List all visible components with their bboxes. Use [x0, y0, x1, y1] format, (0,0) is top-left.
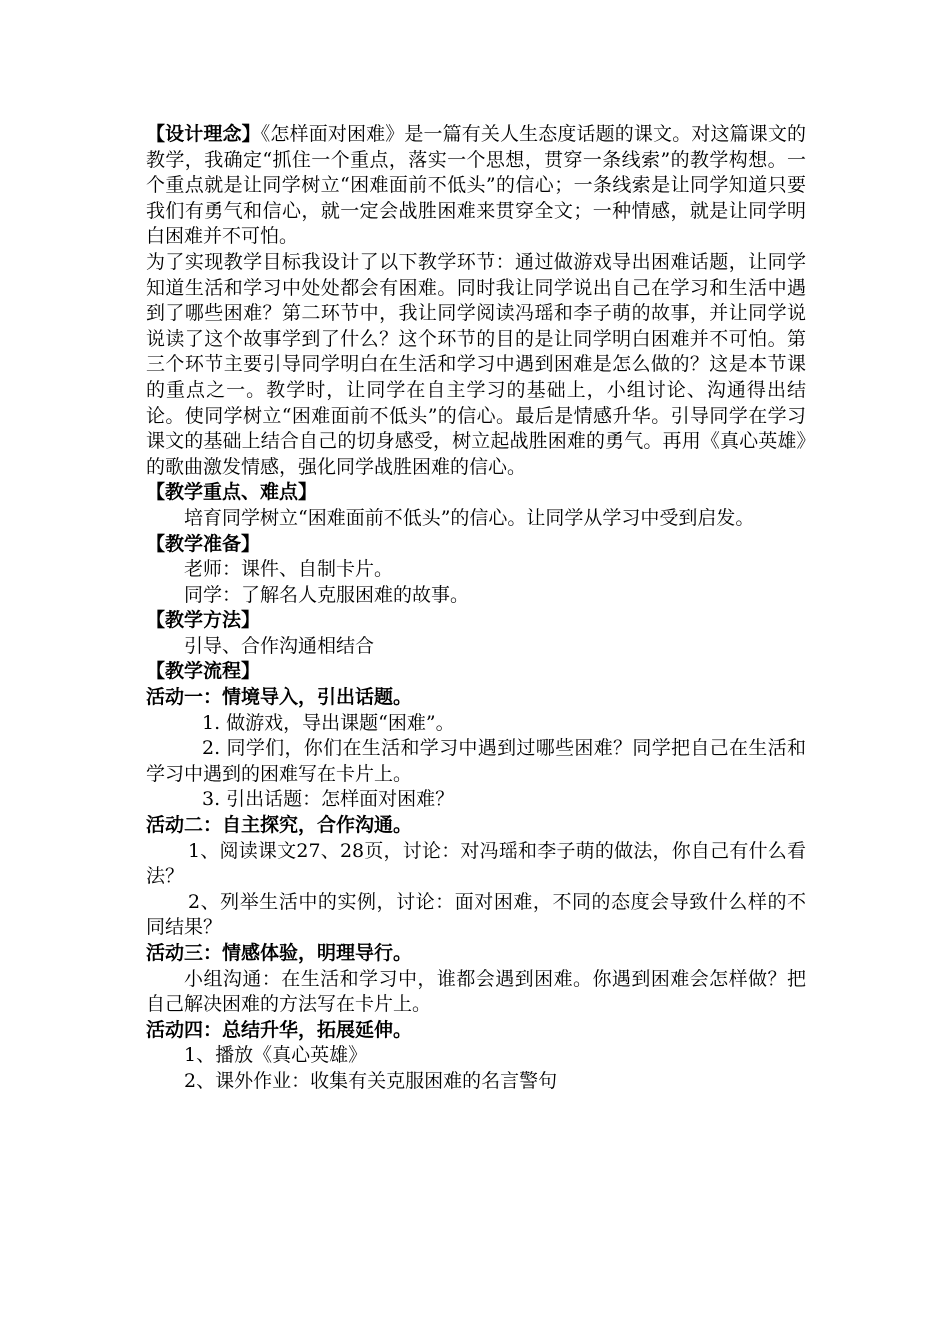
preparation-teacher: 老师：课件、自制卡片。	[184, 558, 394, 581]
lesson-plan-body	[146, 122, 806, 1095]
design-concept-paragraph	[146, 122, 806, 250]
activity-1-item-2: 2. 同学们，你们在生活和学习中遇到过哪些困难？同学把自己在生活和学习中遇到的困难写在卡片上。	[146, 737, 806, 785]
activity-4-item-2: 2、课外作业：收集有关克服困难的名言警句	[184, 1069, 558, 1092]
activity-3-text: 小组沟通：在生活和学习中，谁都会遇到困难。你遇到困难会怎样做？把自己解决困难的方法写在卡片上。	[146, 967, 806, 1016]
activity-2-item-2: 2、列举生活中的实例，讨论：面对困难，不同的态度会导致什么样的不同结果？	[146, 890, 806, 939]
preparation-students: 同学：了解名人克服困难的故事。	[184, 583, 470, 606]
process-heading: 【教学流程】	[146, 660, 261, 683]
method-text: 引导、合作沟通相结合	[184, 634, 375, 657]
design-concept-text: 《怎样面对困难》是一篇有关人生态度话题的课文。对这篇课文的教学，我确定“抓住一个重点，落实一个思想，贯穿一条线索”的教学构想。一个重点就是让同学树立“困难面前不低头”的信心；一条线索是让同学知道只要我们有勇气和信心，就一定会战胜困难来贯穿全文；一种情感，就是让同学明白困难并不可怕。	[146, 123, 806, 248]
preparation-heading: 【教学准备】	[146, 532, 261, 555]
activity-2-item-1: 1、阅读课文27、28页，讨论：对冯瑶和李子萌的做法，你自己有什么看法？	[146, 839, 806, 888]
activity-3-title: 活动三：情感体验，明理导行。	[146, 942, 413, 964]
activity-1-item-3: 3. 引出话题：怎样面对困难？	[202, 788, 455, 811]
activity-1-item-1: 1. 做游戏，导出课题“困难”。	[202, 711, 455, 734]
key-points-text: 培育同学树立“困难面前不低头”的信心。让同学从学习中受到启发。	[184, 506, 755, 529]
activity-4-title: 活动四：总结升华，拓展延伸。	[146, 1018, 413, 1041]
activity-4-item-1: 1、播放《真心英雄》	[184, 1044, 368, 1067]
method-heading: 【教学方法】	[146, 609, 261, 632]
design-concept-paragraph-2: 为了实现教学目标我设计了以下教学环节：通过做游戏导出困难话题，让同学知道生活和学习中处处都会有困难。同时我让同学说出自己在学习和生活中遇到了哪些困难？第二环节中，我让同学阅读冯瑶和李子萌的故事，并让同学说说读了这个故事学到了什么？这个环节的目的是让同学明白困难并不可怕。第三个环节主要引导同学明白在生活和学习中遇到困难是怎么做的？这是本节课的重点之一。教学时，让同学在自主学习的基础上，小组讨论、沟通得出结论。使同学树立“困难面前不低头”的信心。最后是情感升华。引导同学在学习课文的基础上结合自己的切身感受，树立起战胜困难的勇气。再用《真心英雄》的歌曲激发情感，强化同学战胜困难的信心。	[146, 250, 806, 478]
key-points-heading: 【教学重点、难点】	[146, 481, 318, 504]
design-concept-heading: 【设计理念】	[146, 123, 261, 145]
activity-2-title: 活动二：自主探究，合作沟通。	[146, 814, 413, 837]
activity-1-title: 活动一：情境导入，引出话题。	[146, 686, 413, 709]
